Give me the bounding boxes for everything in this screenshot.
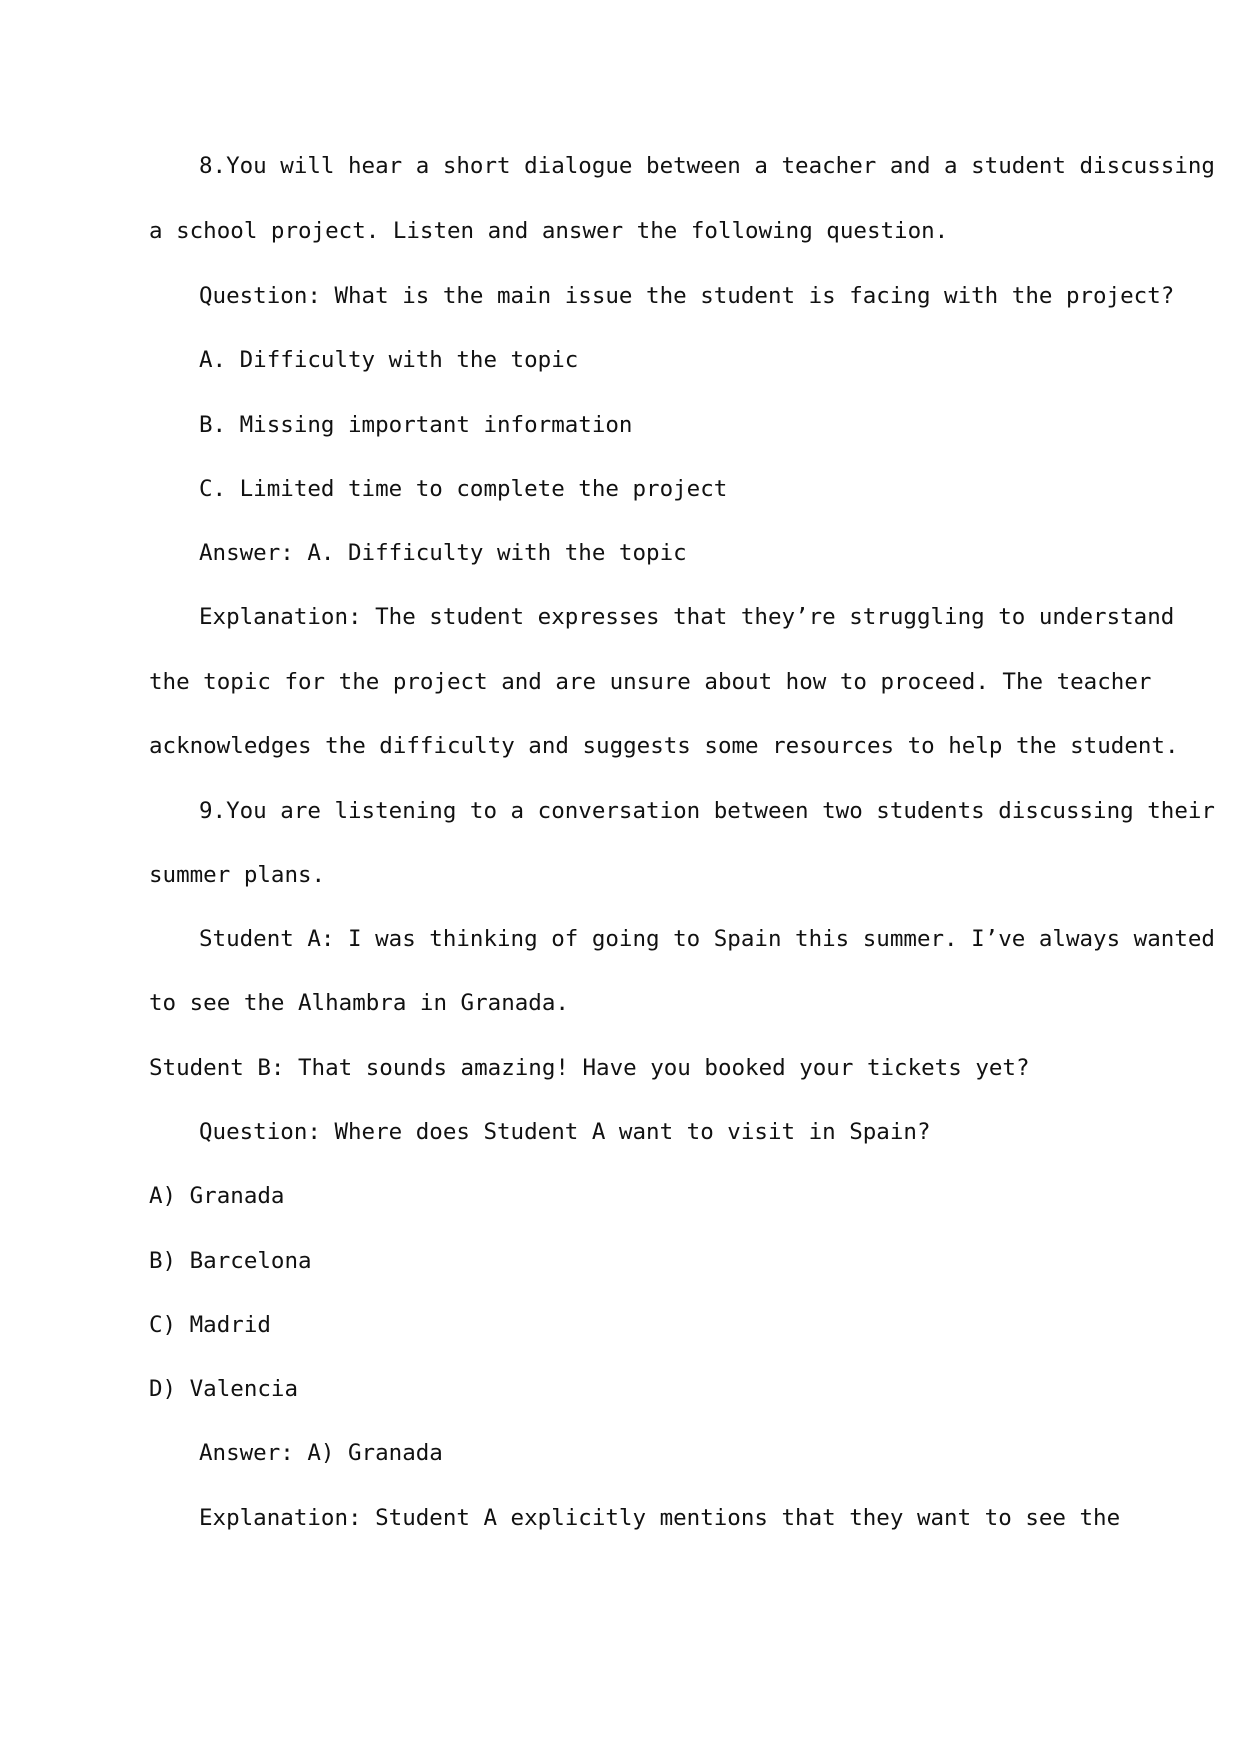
q8-prompt-line-1: 8.You will hear a short dialogue between a teacher and a student discussing xyxy=(199,153,1215,179)
q9-option-d: D) Valencia xyxy=(149,1376,299,1402)
q9-option-b: B) Barcelona xyxy=(149,1248,312,1274)
q9-student-a-line-2: to see the Alhambra in Granada. xyxy=(149,990,569,1016)
q9-prompt-line-1: 9.You are listening to a conversation between two students discussing their xyxy=(199,798,1215,824)
q8-explanation-line-3: acknowledges the difficulty and suggests some resources to help the student. xyxy=(149,733,1179,759)
q9-answer: Answer: A) Granada xyxy=(199,1440,443,1466)
q8-option-a: A. Difficulty with the topic xyxy=(199,347,579,373)
q8-answer: Answer: A. Difficulty with the topic xyxy=(199,540,687,566)
q9-option-c: C) Madrid xyxy=(149,1312,271,1338)
q9-prompt-line-2: summer plans. xyxy=(149,862,326,888)
q8-explanation-line-2: the topic for the project and are unsure about how to proceed. The teacher xyxy=(149,669,1152,695)
q8-option-c: C. Limited time to complete the project xyxy=(199,476,728,502)
q8-option-b: B. Missing important information xyxy=(199,412,633,438)
q9-option-a: A) Granada xyxy=(149,1183,285,1209)
q9-explanation-line-1: Explanation: Student A explicitly mentions that they want to see the xyxy=(199,1505,1121,1531)
q9-student-a-line-1: Student A: I was thinking of going to Spain this summer. I’ve always wanted xyxy=(199,926,1215,952)
q8-question: Question: What is the main issue the student is facing with the project? xyxy=(199,283,1175,309)
q9-student-b: Student B: That sounds amazing! Have you booked your tickets yet? xyxy=(149,1055,1030,1081)
q8-explanation-line-1: Explanation: The student expresses that they’re struggling to understand xyxy=(199,604,1175,630)
q8-prompt-line-2: a school project. Listen and answer the following question. xyxy=(149,218,949,244)
q9-question: Question: Where does Student A want to visit in Spain? xyxy=(199,1119,931,1145)
